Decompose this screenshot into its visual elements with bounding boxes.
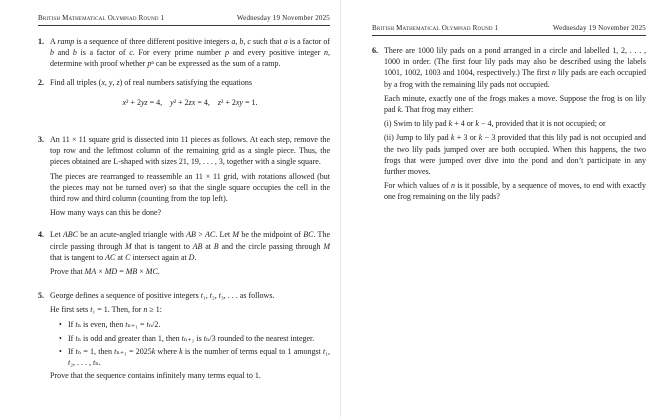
problem-4 [38, 229, 330, 277]
bullet-icon: • [59, 319, 62, 329]
rule-item-text: If tₙ is even, then tₙ₊₁ = tₙ/2. [68, 319, 161, 329]
problem-1-number: 1. [38, 37, 44, 46]
page-header [372, 24, 646, 36]
header-title: British Mathematical Olympiad Round 1 [38, 14, 165, 22]
problem-1 [38, 36, 330, 70]
problem-5 [38, 290, 331, 381]
problem-6-option-i: (i) Swim to lily pad k + 4 or k − 4, provided that it is not occupied; or [384, 119, 606, 129]
rule-item-odd [50, 333, 330, 344]
problem-1-text: A ramp is a sequence of three different positive integers a, b, c such that a is a factor of b and b is a factor of c. For every prime number p and every positive integer n, determine with proof whether pⁿ can be expressed as the sum of a ramp. [50, 37, 331, 69]
problem-6-option-ii: (ii) Jump to lily pad k + 3 or k − 3 provided that this lily pad is not occupied and the two lily pads jumped over are both occupied. When this happens, the two frogs that were jumped over dive into the pond and don’t participate in any further moves. [384, 133, 646, 177]
header-date: Wednesday 19 November 2025 [552, 24, 646, 32]
problem-5-intro: George defines a sequence of positive integers t₁, t₂, t₃, . . . as follows. [50, 291, 275, 301]
problem-4-number: 4. [38, 230, 44, 240]
clipped-line-text: Prove that the sequence contains infinitely many terms equal to 1. [50, 371, 261, 381]
problem-6-paragraph-2: Each minute, exactly one of the frogs makes a move. Suppose the frog is on lily pad k. That frog may either: [384, 93, 646, 115]
problem-5-clipped-last-line [50, 370, 330, 381]
header-title: British Mathematical Olympiad Round 1 [372, 24, 499, 32]
problem-6-paragraph-1: There are 1000 lily pads on a pond arranged in a circle and labelled 1, 2, . . . , 1000 in order. (The first four lily pads may also be described using the labels 1001, 1002, 1003 and 1004, respectively.) The first n lily pads are each occupied by a frog with the remaining lily pads not occupied. [384, 46, 646, 89]
problem-3-paragraph-2: The pieces are rearranged to reassemble an 11 × 11 grid, with rotations allowed (but the pieces may not be turned over) so that the single square occupies the cell in the third row and third column (counting from the top left). [50, 171, 330, 204]
page-header [38, 14, 330, 26]
problem-3-number: 3. [38, 135, 44, 145]
rule-item-even [50, 319, 330, 330]
problem-2-text: Find all triples (x, y, z) of real numbers satisfying the equations [50, 77, 252, 87]
problem-5-number: 5. [38, 291, 44, 301]
problem-2-number: 2. [38, 77, 44, 87]
problem-3-question: How many ways can this be done? [50, 208, 162, 218]
problem-2-equation: x² + 2yz = 4, y² + 2zx = 4, z² + 2xy = 1. [122, 97, 258, 107]
problem-3-paragraph-1: An 11 × 11 square grid is dissected into 11 pieces as follows. At each step, remove the top row and the leftmost column of the remaining grid as a single piece. Thus, the pieces obtained are L-shaped with sizes 21, 19, . . . , 3, together with a single square. [50, 135, 330, 167]
problem-4-paragraph-1: Let ABC be an acute-angled triangle with AB > AC. Let M be the midpoint of BC. The circle passing through M that is tangent to AB at B and the circle passing through M that is tangent to AC at C intersect again at D. [50, 230, 330, 262]
problem-4-statement: Prove that MA × MD = MB × MC. [50, 267, 160, 277]
problem-3 [38, 134, 330, 218]
problem-5-setup: He first sets t₁ = 1. Then, for n ≥ 1: [50, 305, 162, 315]
bullet-icon: • [59, 333, 62, 343]
problem-5-rule-list [50, 319, 330, 369]
bullet-icon: • [59, 347, 62, 357]
header-date: Wednesday 19 November 2025 [236, 14, 330, 22]
rule-item-text: If tₙ = 1, then tₙ₊₁ = 2025k where k is the number of terms equal to 1 amongst t₁, t₂, . . . , tₙ. [68, 347, 331, 368]
rule-item-text: If tₙ is odd and greater than 1, then tₙ₊₁ is tₙ/3 rounded to the nearest integer. [68, 333, 315, 343]
page-right [340, 0, 659, 417]
rule-item-one [50, 346, 330, 368]
problem-2 [38, 77, 330, 88]
problem-6-number: 6. [372, 46, 378, 55]
problem-6-question: For which values of n is it possible, by a sequence of moves, to end with exactly one frog remaining on the lily pads? [384, 181, 647, 202]
problem-6 [372, 45, 646, 203]
